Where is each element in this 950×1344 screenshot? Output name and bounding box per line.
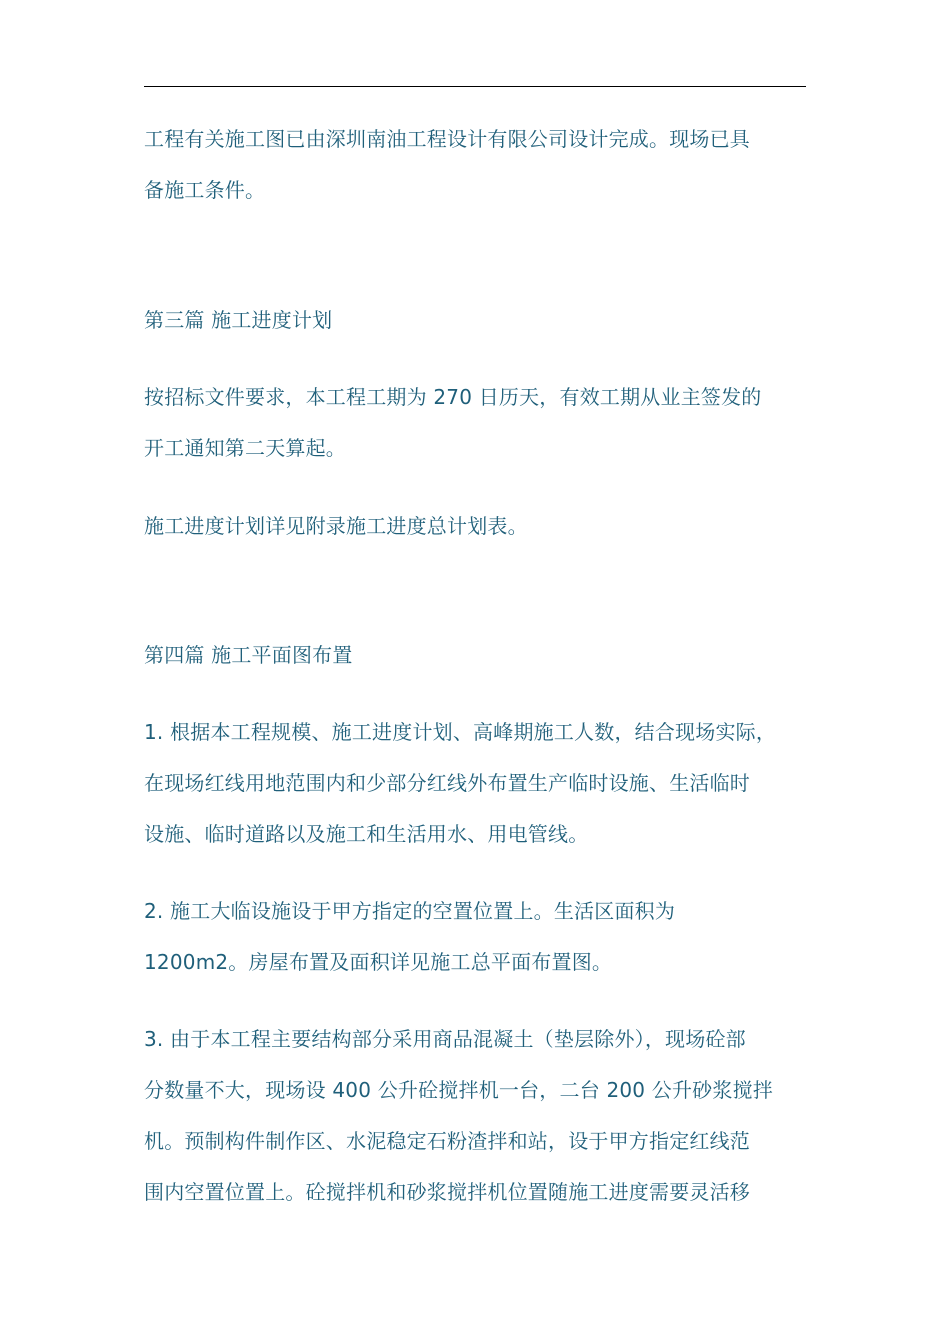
text-line: 设施、临时道路以及施工和生活用水、用电管线。: [144, 822, 589, 846]
text-line: 围内空置位置上。砼搅拌机和砂浆搅拌机位置随施工进度需要灵活移: [144, 1180, 750, 1204]
text-line: 2. 施工大临设施设于甲方指定的空置位置上。生活区面积为: [144, 899, 676, 923]
text-line: 在现场红线用地范围内和少部分红线外布置生产临时设施、生活临时: [144, 771, 750, 795]
text-line: 备施工条件。: [144, 178, 266, 202]
text-line: 机。预制构件制作区、水泥稳定石粉渣拌和站，设于甲方指定红线范: [144, 1129, 750, 1153]
heading-text: 第四篇 施工平面图布置: [144, 643, 353, 667]
heading-text: 第三篇 施工进度计划: [144, 308, 333, 332]
text-line: 开工通知第二天算起。: [144, 436, 346, 460]
text-line: 工程有关施工图已由深圳南油工程设计有限公司设计完成。现场已具: [144, 127, 750, 151]
text-line: 分数量不大，现场设 400 公升砼搅拌机一台，二台 200 公升砂浆搅拌: [144, 1078, 773, 1102]
header-rule: [144, 86, 806, 87]
text-line: 按招标文件要求，本工程工期为 270 日历天，有效工期从业主签发的: [144, 385, 762, 409]
heading-part-four: [144, 630, 812, 681]
paragraph-item-2: [144, 886, 812, 988]
text-line: 3. 由于本工程主要结构部分采用商品混凝土（垫层除外），现场砼部: [144, 1027, 746, 1051]
heading-part-three: [144, 295, 812, 346]
text-line: 1. 根据本工程规模、施工进度计划、高峰期施工人数，结合现场实际，: [144, 720, 777, 744]
paragraph-item-1: [144, 707, 812, 860]
paragraph-schedule-appendix: [144, 501, 812, 552]
paragraph-drawings-complete: [144, 114, 812, 216]
paragraph-item-3: [144, 1014, 812, 1218]
text-line: 1200m2。房屋布置及面积详见施工总平面布置图。: [144, 950, 613, 974]
paragraph-construction-period: [144, 372, 812, 474]
text-line: 施工进度计划详见附录施工进度总计划表。: [144, 514, 528, 538]
